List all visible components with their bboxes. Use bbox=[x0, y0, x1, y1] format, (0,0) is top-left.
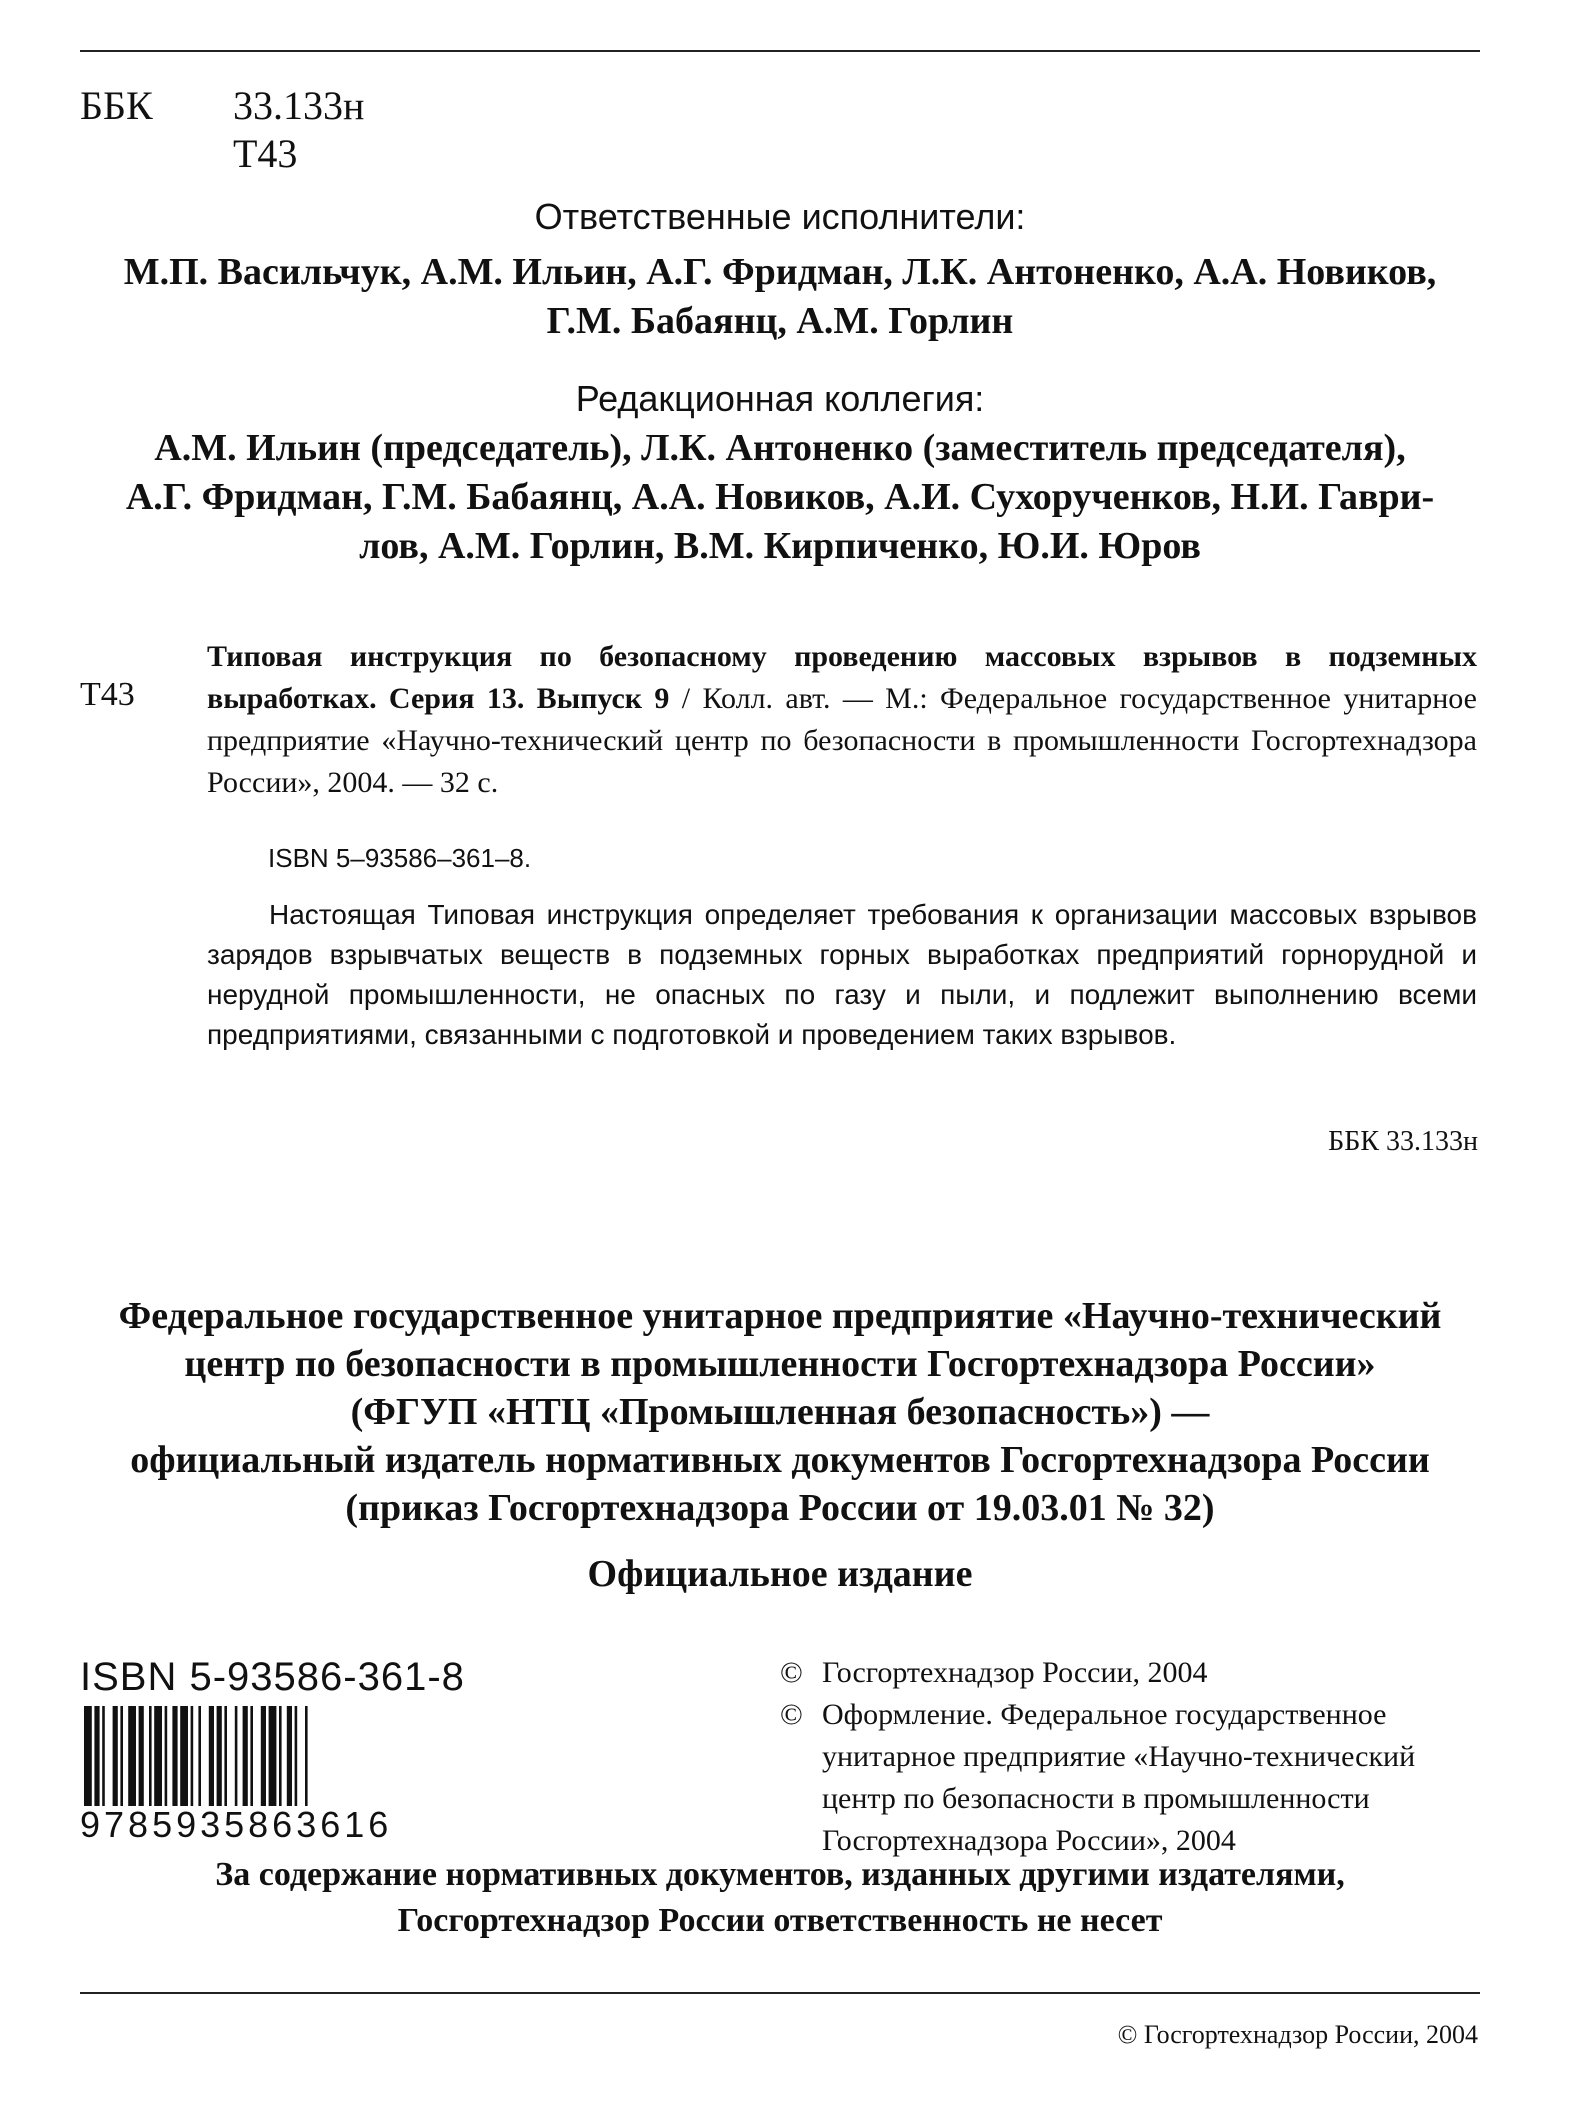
executors-names bbox=[80, 248, 1480, 346]
editorial-names bbox=[80, 424, 1480, 571]
barcode-block bbox=[80, 1655, 520, 1846]
barcode-bar bbox=[217, 1706, 222, 1806]
copyright-block bbox=[780, 1652, 1480, 1862]
publisher-line1: Федеральное государственное унитарное предприятие «Научно-технический bbox=[118, 1295, 1442, 1337]
author-mark: Т43 bbox=[233, 131, 298, 176]
barcode-bar bbox=[120, 1706, 123, 1806]
barcode-bar bbox=[198, 1706, 201, 1806]
official-edition: Официальное издание bbox=[587, 1553, 973, 1595]
barcode-bar bbox=[102, 1706, 105, 1806]
barcode-bar bbox=[250, 1706, 253, 1806]
barcode-bar bbox=[139, 1706, 144, 1806]
barcode-bar bbox=[165, 1706, 168, 1806]
catalog-title: Типовая инструкция по безопасному проведению массовых взрывов в подземных выработках. Серия 13. Выпуск 9 bbox=[207, 640, 1477, 715]
catalog-rest: / Колл. авт. — М.: Федеральное государственное унитарное предприятие «Научно-технический центр по безопасности в промышленности Госгортехнадзора России», 2004. — 32 с. bbox=[207, 682, 1477, 799]
footer-copyright: © Госгортехнадзор России, 2004 bbox=[1117, 2020, 1478, 2049]
publisher-line4: официальный издатель нормативных документов Госгортехнадзора России bbox=[130, 1439, 1430, 1481]
disclaimer bbox=[80, 1852, 1480, 1944]
barcode-bar bbox=[269, 1706, 277, 1806]
barcode-bar bbox=[279, 1706, 282, 1806]
bbk-right: ББК 33.133н bbox=[1328, 1126, 1478, 1157]
catalog-entry bbox=[207, 636, 1477, 804]
publisher-line2: центр по безопасности в промышленности Госгортехнадзора России» bbox=[184, 1343, 1376, 1385]
executors-names-line2: Г.М. Бабаянц, А.М. Горлин bbox=[546, 300, 1014, 342]
publisher-line3: (ФГУП «НТЦ «Промышленная безопасность») — bbox=[350, 1391, 1210, 1433]
catalog-author-mark: Т43 bbox=[80, 676, 135, 713]
barcode-bar bbox=[154, 1706, 162, 1806]
bbk-code: 33.133н bbox=[233, 83, 365, 128]
barcode-bar bbox=[84, 1706, 92, 1806]
barcode-bar bbox=[172, 1706, 177, 1806]
barcode-bar bbox=[261, 1706, 266, 1806]
barcode-bar bbox=[113, 1706, 118, 1806]
copyright-symbol-1: © bbox=[780, 1656, 803, 1689]
isbn-line: ISBN 5–93586–361–8. bbox=[268, 843, 532, 873]
publisher-block bbox=[80, 1292, 1480, 1532]
barcode-digits: 9785935863616 bbox=[80, 1804, 393, 1845]
editorial-line2: А.Г. Фридман, Г.М. Бабаянц, А.А. Новиков, А.И. Сухорученков, Н.И. Гаври- bbox=[125, 476, 1435, 518]
barcode-bar bbox=[209, 1706, 214, 1806]
bottom-rule bbox=[80, 1992, 1480, 1994]
copyright-line1: Госгортехнадзор России, 2004 bbox=[822, 1656, 1208, 1689]
copyright-symbol-2: © bbox=[780, 1698, 803, 1731]
barcode-bar bbox=[243, 1706, 248, 1806]
bbk-label: ББК bbox=[80, 83, 153, 128]
barcode-isbn: ISBN 5-93586-361-8 bbox=[80, 1655, 465, 1699]
disclaimer-line2: Госгортехнадзор России ответственность не несет bbox=[397, 1902, 1163, 1939]
top-rule bbox=[80, 50, 1480, 52]
copyright-line2: Оформление. Федеральное государственное bbox=[822, 1698, 1387, 1731]
editorial-line3: лов, А.М. Горлин, В.М. Кирпиченко, Ю.И. Юров bbox=[359, 525, 1201, 567]
executors-names-line1: М.П. Васильчук, А.М. Ильин, А.Г. Фридман, Л.К. Антоненко, А.А. Новиков, bbox=[123, 251, 1437, 293]
abstract: Настоящая Типовая инструкция определяет требования к организации массовых взрывов зарядов взрывчатых веществ в подземных горных выработках предприятий горнорудной и нерудной промышленности, не опасных по газу и пыли, и подлежит выполнению всеми предприятиями, связанными с подготовкой и проведением таких взрывов. bbox=[207, 899, 1477, 1050]
copyright-line4: центр по безопасности в промышленности bbox=[822, 1782, 1370, 1815]
copyright-line5: Госгортехнадзора России», 2004 bbox=[822, 1824, 1236, 1857]
barcode-bar bbox=[180, 1706, 188, 1806]
barcode-bar bbox=[305, 1706, 308, 1806]
barcode-bar bbox=[224, 1706, 227, 1806]
barcode-bar bbox=[295, 1706, 298, 1806]
barcode-bar bbox=[94, 1706, 99, 1806]
barcode-bar bbox=[128, 1706, 136, 1806]
editorial-heading: Редакционная коллегия: bbox=[575, 378, 985, 419]
editorial-line1: А.М. Ильин (председатель), Л.К. Антоненко (заместитель председателя), bbox=[154, 427, 1406, 469]
publisher-line5: (приказ Госгортехнадзора России от 19.03.01 № 32) bbox=[345, 1487, 1215, 1529]
barcode-bar bbox=[149, 1706, 152, 1806]
copyright-line3: унитарное предприятие «Научно-технический bbox=[822, 1740, 1416, 1773]
barcode-bar bbox=[191, 1706, 194, 1806]
barcode-bars bbox=[80, 1706, 480, 1806]
executors-heading: Ответственные исполнители: bbox=[534, 196, 1026, 237]
barcode-bar bbox=[287, 1706, 292, 1806]
barcode-bar bbox=[235, 1706, 238, 1806]
disclaimer-line1: За содержание нормативных документов, изданных другими издателями, bbox=[215, 1856, 1345, 1893]
